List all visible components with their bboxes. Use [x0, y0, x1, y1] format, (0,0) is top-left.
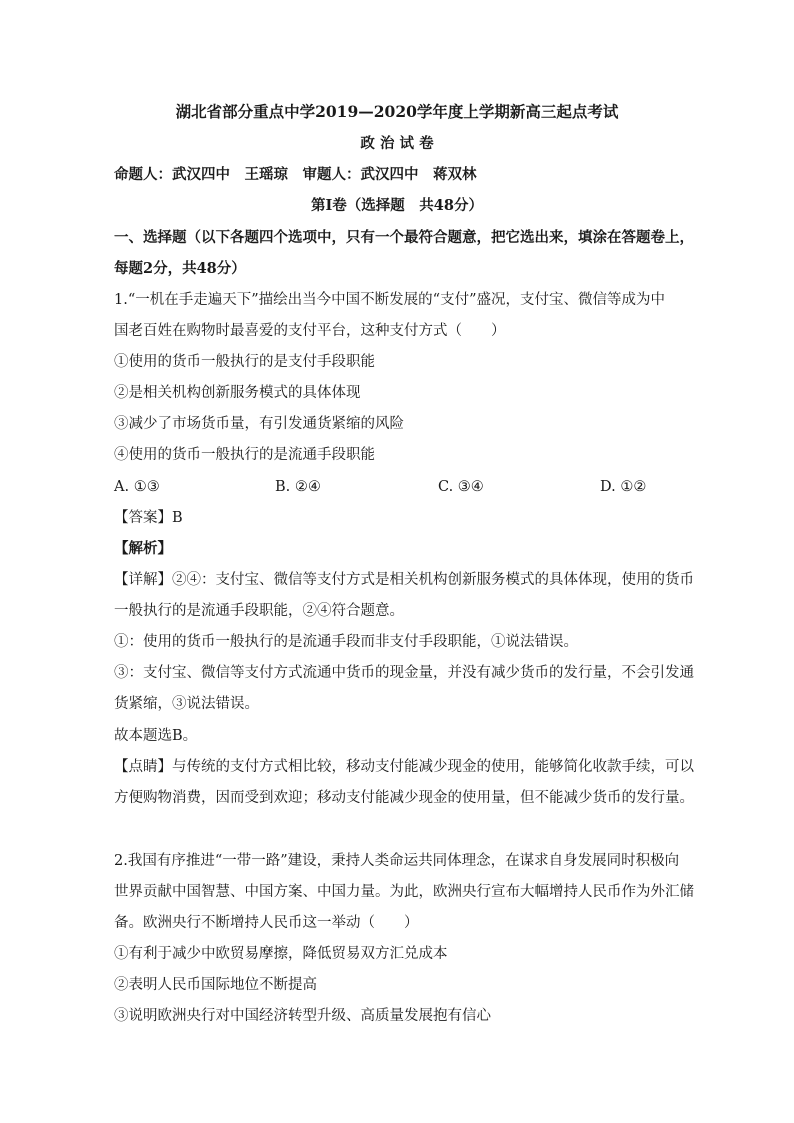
exam-subtitle: 政 治 试 卷: [360, 135, 434, 152]
q1-statement-3: ③减少了市场货币量，有引发通货紧缩的风险: [114, 416, 404, 432]
section-heading-line2: 每题2分，共48分）: [114, 260, 246, 277]
q1-detail-line4: ③：支付宝、微信等支付方式流通中货币的现金量，并没有减少货币的发行量，不会引发通: [114, 665, 694, 681]
volume-heading: 第Ⅰ卷（选择题 共48分）: [311, 197, 483, 214]
authors-line: 命题人：武汉四中 王瑶琼 审题人：武汉四中 蒋双林: [114, 166, 477, 183]
q1-option-a: A. ①③: [114, 479, 160, 495]
exam-title: 湖北省部分重点中学2019—2020学年度上学期新高三起点考试: [175, 102, 619, 121]
q1-detail-line1: 【详解】②④：支付宝、微信等支付方式是相关机构创新服务模式的具体体现，使用的货币: [114, 572, 694, 588]
q1-option-d: D. ①②: [600, 479, 647, 495]
q1-answer: 【答案】B: [114, 510, 183, 526]
q1-analysis-label: 【解析】: [114, 540, 172, 557]
q1-stem-line1: 1.“一机在手走遍天下”描绘出当今中国不断发展的“支付”盛况，支付宝、微信等成为中: [114, 292, 665, 308]
section-heading-line1: 一、选择题（以下各题四个选项中，只有一个最符合题意，把它选出来，填涂在答题卷上，: [114, 229, 694, 246]
q1-detail-line3: ①：使用的货币一般执行的是流通手段而非支付手段职能，①说法错误。: [114, 634, 578, 650]
q1-conclusion: 故本题选B。: [114, 728, 198, 744]
q2-stem-line2: 世界贡献中国智慧、中国方案、中国力量。为此，欧洲央行宣布大幅增持人民币作为外汇储: [114, 884, 694, 900]
q2-statement-2: ②表明人民币国际地位不断提高: [114, 977, 317, 993]
q1-detail-line2: 一般执行的是流通手段职能，②④符合题意。: [114, 603, 404, 619]
q1-detail-line5: 货紧缩，③说法错误。: [114, 696, 259, 712]
q1-comment-line2: 方便购物消费，因而受到欢迎；移动支付能减少现金的使用量，但不能减少货币的发行量。: [114, 790, 694, 806]
q1-option-b: B. ②④: [275, 479, 321, 495]
q1-statement-2: ②是相关机构创新服务模式的具体体现: [114, 385, 361, 401]
q1-statement-4: ④使用的货币一般执行的是流通手段职能: [114, 447, 375, 463]
q1-stem-line2: 国老百姓在购物时最喜爱的支付平台，这种支付方式（ ）: [114, 323, 506, 339]
q2-stem-line1: 2.我国有序推进“一带一路”建设，秉持人类命运共同体理念，在谋求自身发展同时积极向: [114, 853, 680, 869]
q1-statement-1: ①使用的货币一般执行的是支付手段职能: [114, 354, 375, 370]
q2-statement-1: ①有利于减少中欧贸易摩擦，降低贸易双方汇兑成本: [114, 946, 448, 962]
q1-option-c: C. ③④: [438, 479, 484, 495]
q1-comment-line1: 【点睛】与传统的支付方式相比较，移动支付能减少现金的使用，能够简化收款手续，可以: [114, 759, 694, 775]
q2-statement-3: ③说明欧洲央行对中国经济转型升级、高质量发展抱有信心: [114, 1008, 491, 1024]
q2-stem-line3: 备。欧洲央行不断增持人民币这一举动（ ）: [114, 915, 419, 931]
